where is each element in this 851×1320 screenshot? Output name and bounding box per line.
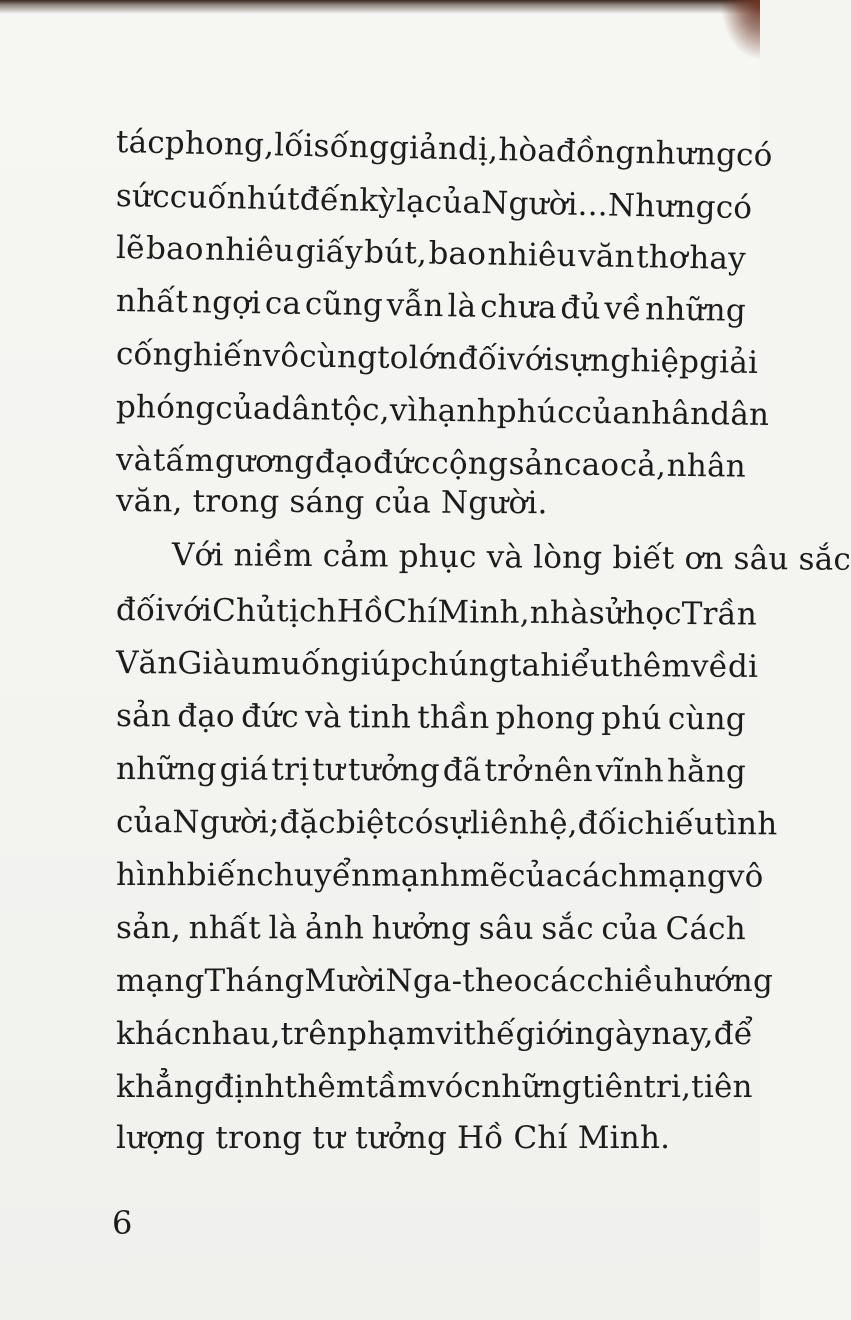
cover-edge [720, 0, 760, 60]
page-number: 6 [112, 1204, 133, 1242]
text-line: của Người; đặc biệt có sự liên hệ, đối chiếu tình [115, 804, 778, 843]
text-line: đối với Chủ tịch Hồ Chí Minh, nhà sử học Trần [115, 592, 758, 633]
text-line: lẽ bao nhiêu giấy bút, bao nhiêu văn thơ hay [115, 230, 747, 277]
text-line: sản, nhất là ảnh hưởng sâu sắc của Cách [115, 910, 746, 948]
page-top-shadow [0, 0, 760, 14]
text-line: Với niềm cảm phục và lòng biết ơn sâu sắc [171, 537, 851, 578]
text-line: tác phong, lối sống giản dị, hòa đồng nhưng có [115, 124, 773, 174]
text-line: và tấm gương đạo đức cộng sản cao cả, nhân [115, 442, 747, 485]
text-line: những giá trị tư tưởng đã trở nên vĩnh hằng [115, 751, 747, 790]
text-line: hình biến chuyển mạnh mẽ của cách mạng vô [115, 857, 764, 895]
text-line: sức cuốn hút đến kỳ lạ của Người... Nhưng có [115, 178, 753, 227]
text-line: lượng trong tư tưởng Hồ Chí Minh. [116, 1120, 671, 1156]
text-line: phóng của dân tộc, vì hạnh phúc của nhân dân [115, 389, 770, 433]
text-line: nhất ngợi ca cũng vẫn là chưa đủ về những [115, 283, 747, 329]
text-line: cống hiến vô cùng to lớn đối với sự nghiệp giải [115, 336, 759, 381]
text-line: khác nhau, trên phạm vi thế giới ngày nay, để [116, 1016, 754, 1052]
text-line: sản đạo đức và tinh thần phong phú cùng [115, 698, 746, 738]
text-line: mạng Tháng Mười Nga - theo các chiều hướng [116, 963, 774, 999]
text-line: văn, trong sáng của Người. [115, 483, 548, 522]
text-line: khẳng định thêm tầm vóc những tiên tri, tiên [116, 1069, 753, 1105]
text-line: Văn Giàu muốn giúp chúng ta hiểu thêm về di [115, 645, 759, 685]
